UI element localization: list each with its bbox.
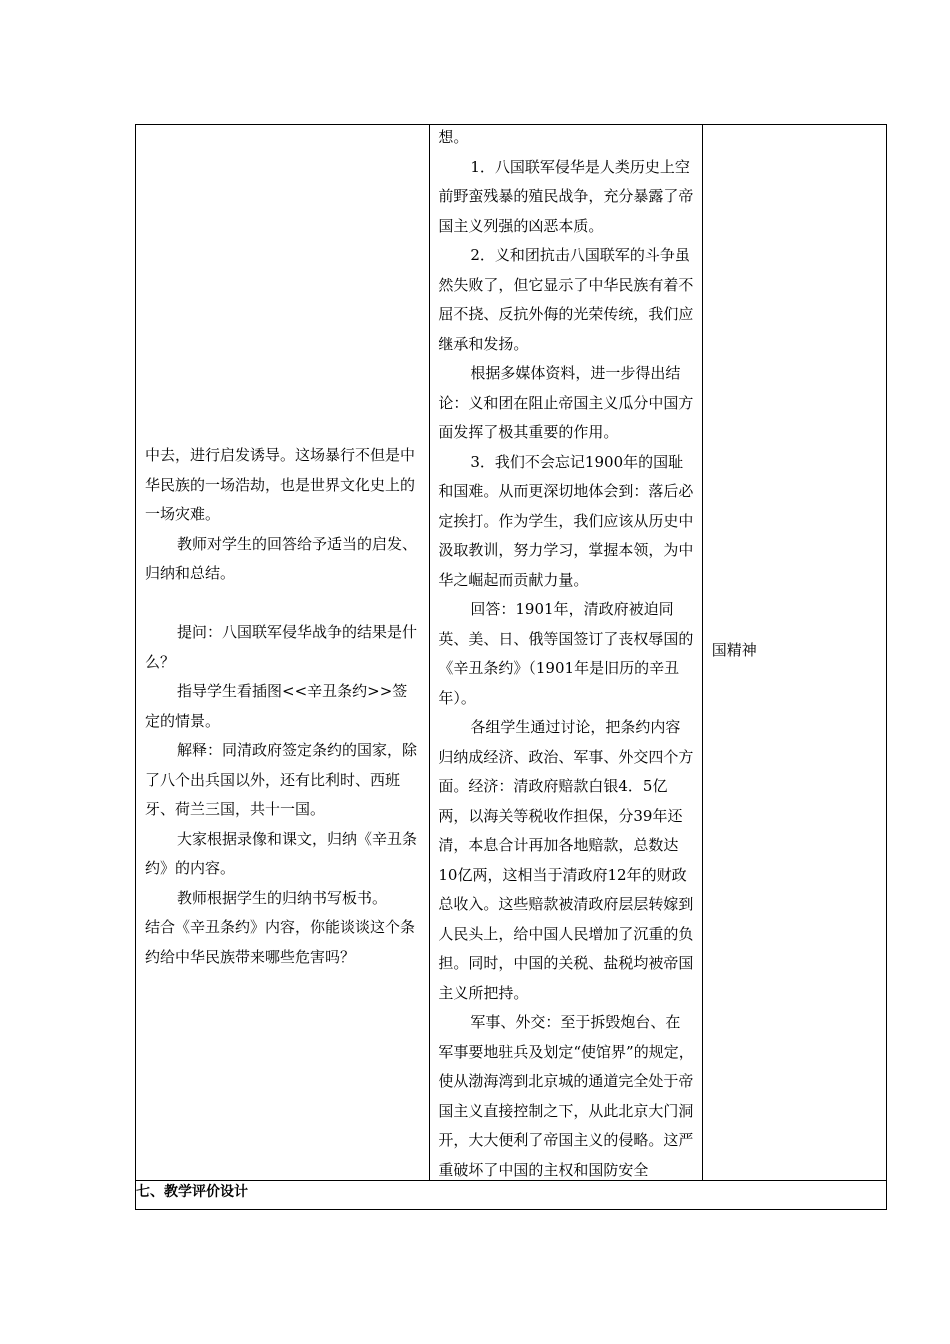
mid-paragraph-6: 回答：1901年，清政府被迫同英、美、日、俄等国签订了丧权辱国的《辛丑条约》（1901年是旧历的辛丑年）。	[438, 600, 694, 707]
mid-paragraph-7: 各组学生通过讨论，把条约内容归纳成经济、政治、军事、外交四个方面。经济：清政府赔款白银4．5亿两，以海关等税收作担保，分39年还清，本息合计再加各地赔款，总数达10亿两，这相当于清政府12年的财政总收入。这些赔款被清政府层层转嫁到人民头上，给中国人民增加了沉重的负担。同时，中国的关税、盐税均被帝国主义所把持。	[438, 718, 694, 1002]
design-intent-cell	[702, 125, 886, 1181]
left-paragraph-7: 教师根据学生的归纳书写板书。	[177, 888, 388, 907]
left-paragraph-5: 解释：同清政府签定条约的国家，除了八个出兵国以外，还有比利时、西班牙、荷兰三国，共十一国。	[145, 741, 418, 818]
left-paragraph-3: 提问：八国联军侵华战争的结果是什么？	[145, 623, 418, 671]
left-paragraph-8: 结合《辛丑条约》内容，你能谈谈这个条约给中华民族带来哪些危害吗？	[145, 918, 416, 966]
left-paragraph-4: 指导学生看插图<<辛丑条约>>签定的情景。	[145, 682, 408, 730]
lesson-plan-table	[135, 124, 887, 1210]
teacher-activity-cell	[136, 125, 430, 1181]
content-row	[136, 125, 887, 1181]
mid-paragraph-5: 3．我们不会忘记1900年的国耻和国难。从而更深切地体会到：落后必定挨打。作为学生，我们应该从历史中汲取教训，努力学习，掌握本领，为中华之崛起而贡献力量。	[438, 452, 694, 589]
left-paragraph-6: 大家根据录像和课文，归纳《辛丑条约》的内容。	[145, 829, 418, 877]
mid-paragraph-3: 2．义和团抗击八国联军的斗争虽然失败了，但它显示了中华民族有着不屈不挠、反抗外侮的光荣传统，我们应继承和发扬。	[438, 246, 694, 353]
teacher-activity-text	[145, 441, 421, 972]
mid-paragraph-8: 军事、外交：至于拆毁炮台、在军事要地驻兵及划定“使馆界”的规定，使从渤海湾到北京城的通道完全处于帝国主义直接控制之下，从此北京大门洞开，大大便利了帝国主义的侵略。这严重破坏了中国的主权和国防安全	[438, 1013, 694, 1179]
paragraph-gap	[145, 589, 421, 619]
mid-paragraph-1: 想。	[438, 128, 469, 146]
student-activity-text	[438, 123, 693, 1185]
design-intent-text: 国精神	[711, 641, 757, 659]
mid-paragraph-4: 根据多媒体资料，进一步得出结论：义和团在阻止帝国主义瓜分中国方面发挥了极其重要的作用。	[438, 364, 694, 441]
student-activity-cell	[430, 125, 702, 1181]
mid-paragraph-2: 1．八国联军侵华是人类历史上空前野蛮残暴的殖民战争，充分暴露了帝国主义列强的凶恶本质。	[438, 157, 694, 235]
section-heading: 七、教学评价设计	[136, 1181, 887, 1210]
left-paragraph-2: 教师对学生的回答给予适当的启发、归纳和总结。	[145, 534, 418, 582]
left-paragraph-1: 中去，进行启发诱导。这场暴行不但是中华民族的一场浩劫，也是世界文化史上的一场灾难。	[145, 446, 416, 523]
